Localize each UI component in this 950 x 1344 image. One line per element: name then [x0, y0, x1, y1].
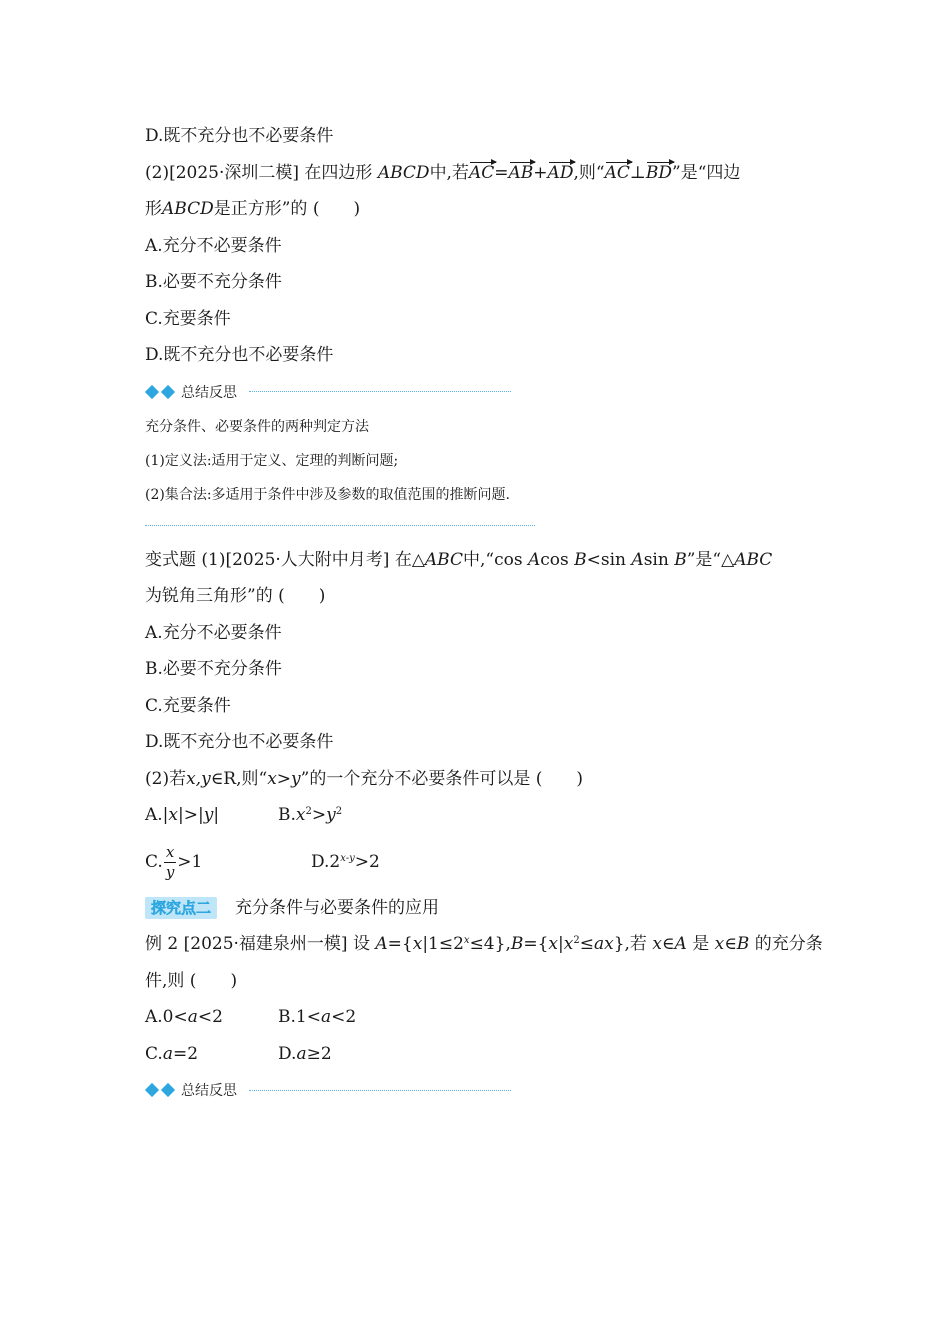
summary-end-divider [145, 525, 535, 526]
summary-title: 总结反思 [181, 384, 237, 401]
dotted-divider-2 [249, 1090, 511, 1091]
ex2-option-c: C.a=2 [145, 1043, 199, 1064]
section-badge: 探究点二 [145, 897, 217, 919]
example-2-line-1: 例 2 [2025·福建泉州一模] 设 $A=\{x|1\le 2^x\le 4\},B=\{x|x^2\le ax\}$,若 x∈A 是 x∈B 的充分条 [145, 934, 823, 954]
option-d-prev: D.既不充分也不必要条件 [145, 126, 334, 146]
section-heading [145, 890, 815, 927]
q2b-option-a: A.|x|>|y| [145, 805, 220, 825]
diamond-icon [145, 1085, 175, 1095]
q2-option-b: B.必要不充分条件 [145, 272, 282, 292]
question-2b-stem: (2)若x,y∈R,则“x>y”的一个充分不必要条件可以是 ( ) [145, 768, 584, 789]
variant-line-2: 为锐角三角形”的 ( ) [145, 586, 326, 606]
diamond-icon [145, 387, 175, 397]
ex2-option-a: A.0<a<2 [145, 1007, 223, 1027]
summary-title-2: 总结反思 [181, 1083, 237, 1099]
ex2-option-b: B.1<a<2 [278, 1007, 357, 1027]
summary-header-2 [145, 1072, 815, 1108]
q2b-options-cd [145, 834, 815, 890]
summary-line-1: 充分条件、必要条件的两种判定方法 [145, 418, 369, 435]
vector-ac-2: AC [604, 162, 630, 183]
q2-option-c: C.充要条件 [145, 308, 231, 329]
example-2-options-cd [145, 1036, 815, 1073]
vector-ad: AD [547, 162, 574, 183]
variant-option-b: B.必要不充分条件 [145, 659, 282, 679]
summary-line-2: (1)定义法:适用于定义、定理的判断问题; [145, 452, 399, 469]
ex2-option-d: D.a≥2 [278, 1043, 332, 1064]
vector-ac: AC [468, 162, 495, 183]
variant-option-c: C.充要条件 [145, 695, 231, 716]
question-2-line-2: 形ABCD是正方形”的 ( ) [145, 199, 361, 219]
vector-bd: BD [645, 162, 672, 183]
q2b-option-d: $D.2^{x-y}>2$ [311, 851, 380, 872]
q2b-options-ab [145, 797, 815, 834]
variant-option-d: D.既不充分也不必要条件 [145, 732, 334, 752]
question-2-line-1: (2)[2025·深圳二模] 在四边形 ABCD中,若AC=AB+AD,则“AC⊥BD”是“四边 [145, 162, 741, 183]
q2-option-a: A.充分不必要条件 [145, 235, 282, 256]
variant-line-1: 变式题 (1)[2025·人大附中月考] 在△ABC中,“cos Acos B<sin Asin B”是“△ABC [145, 549, 773, 570]
section-title: 充分条件与必要条件的应用 [235, 897, 440, 918]
document-page [145, 118, 823, 1108]
variant-option-a: A.充分不必要条件 [145, 622, 282, 643]
dotted-divider [249, 391, 511, 392]
q2-option-d: D.既不充分也不必要条件 [145, 345, 334, 365]
q2b-option-c: C. $\frac{x}{y}$ >1 [145, 842, 203, 881]
vector-ab: AB [508, 162, 534, 183]
summary-header-1 [145, 374, 815, 410]
summary-line-3: (2)集合法:多适用于条件中涉及参数的取值范围的推断问题. [145, 486, 510, 503]
example-2-options-ab [145, 999, 815, 1036]
q2b-option-b: $B.x^2>y^2$ [278, 805, 343, 825]
example-2-line-2: 件,则 ( ) [145, 970, 238, 991]
